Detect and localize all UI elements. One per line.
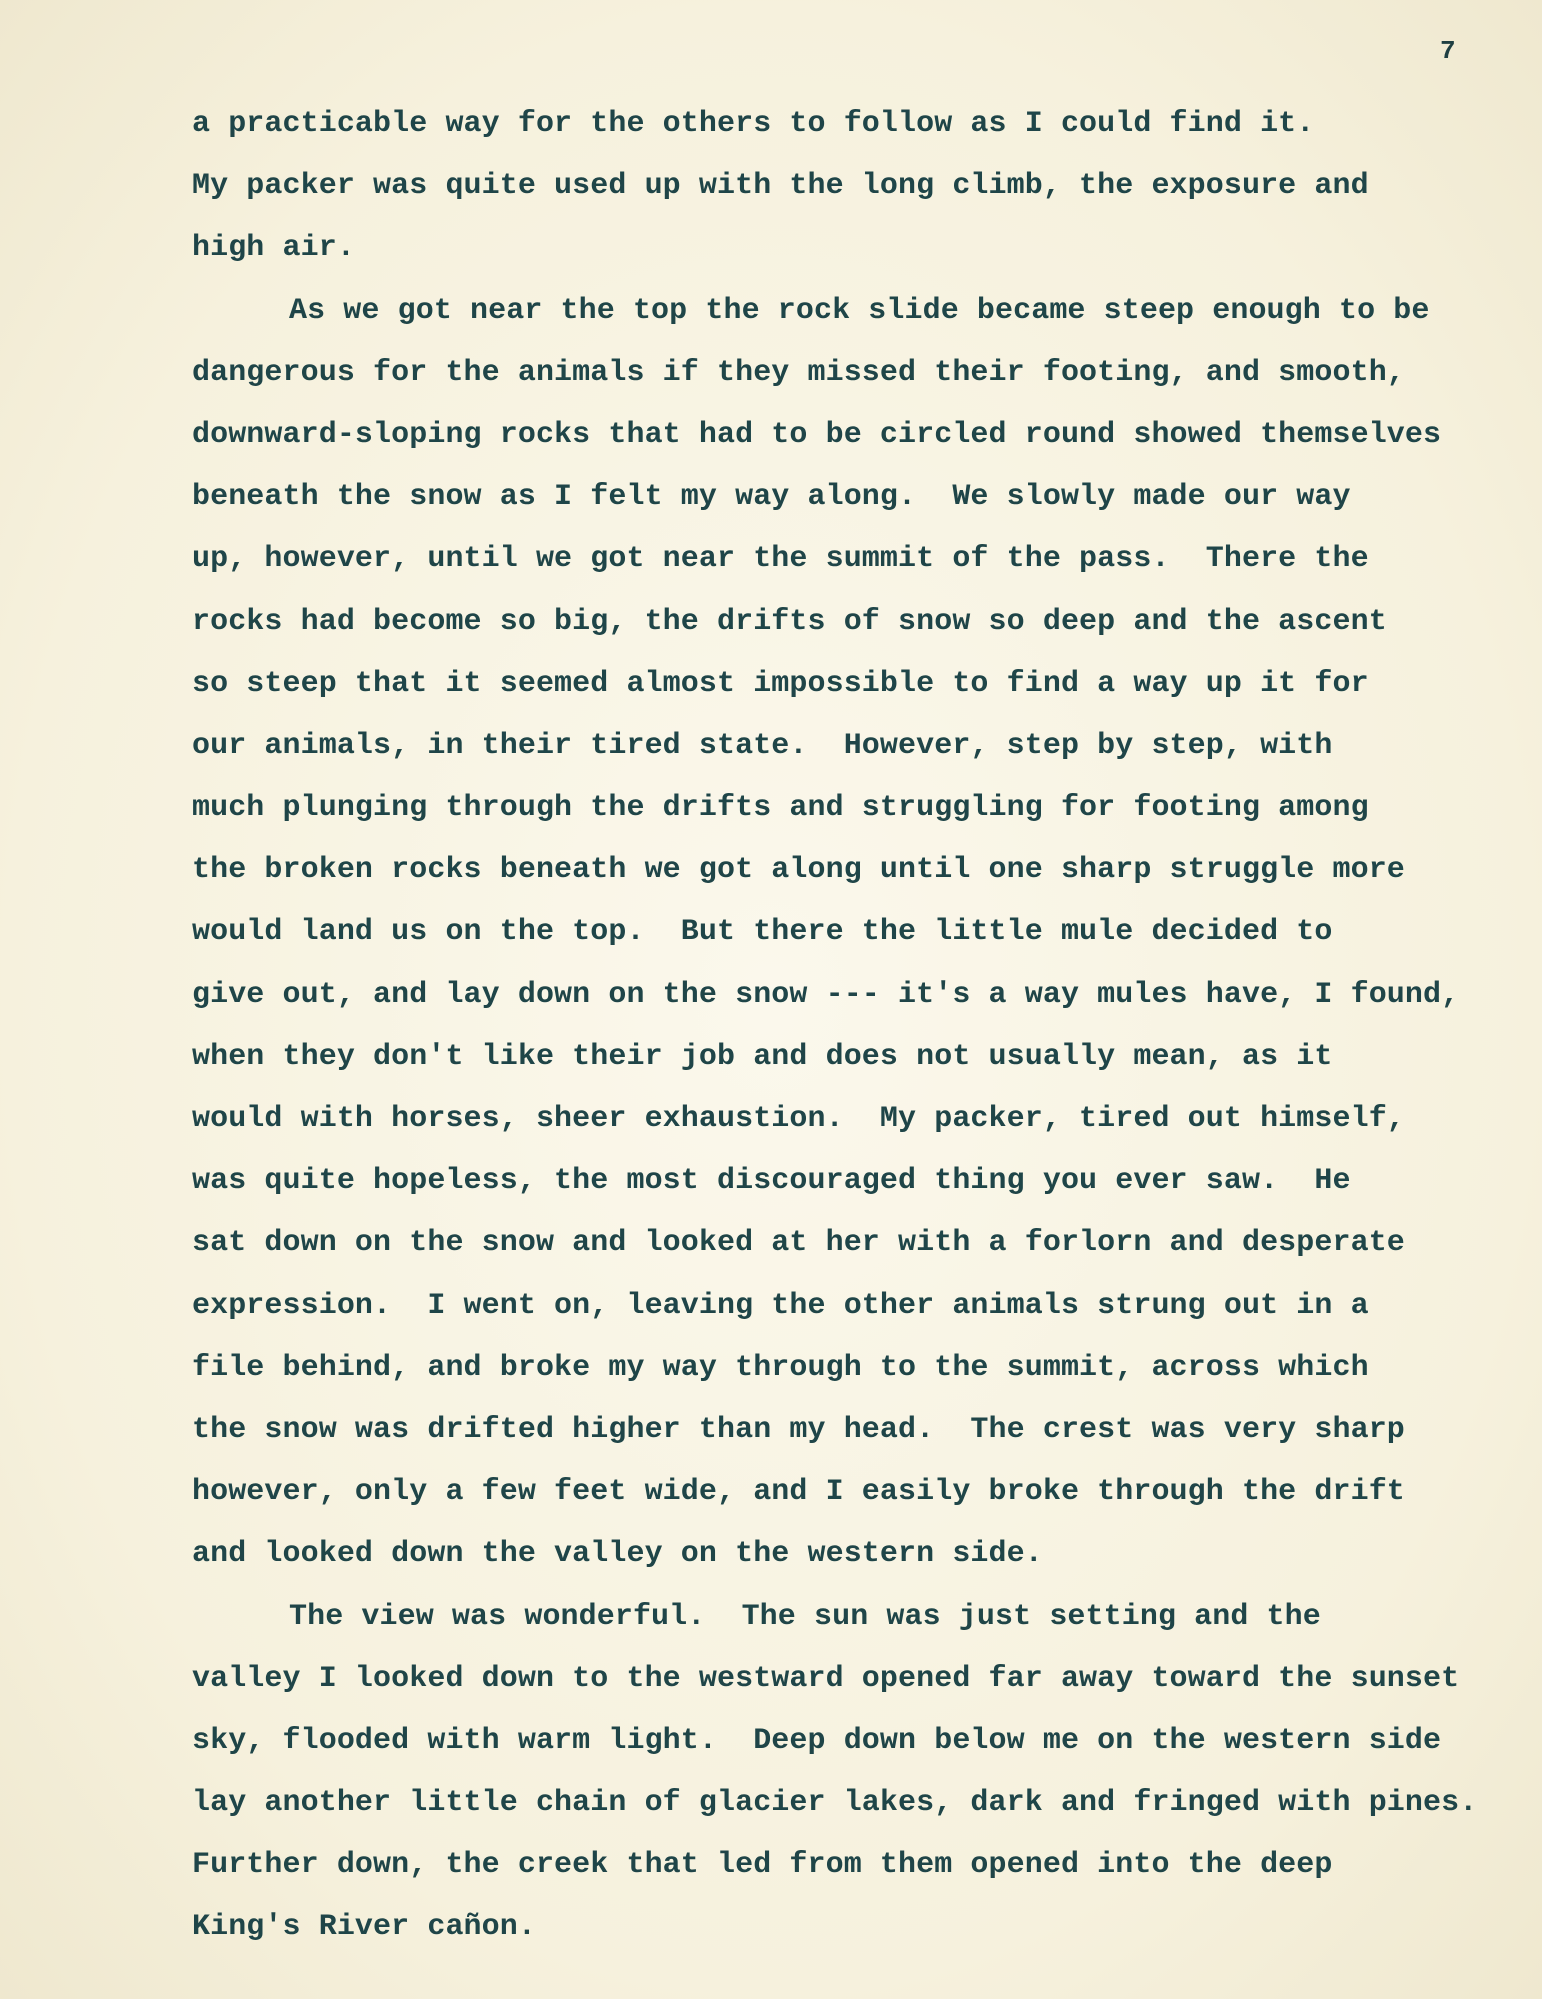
text-line: and looked down the valley on the western side.	[192, 1537, 1043, 1572]
typewritten-body	[192, 93, 1512, 1959]
text-line: beneath the snow as I felt my way along. We slowly made our way	[192, 480, 1351, 515]
text-line: Further down, the creek that led from them opened into the deep	[192, 1848, 1333, 1883]
text-line: however, only a few feet wide, and I easily broke through the drift	[192, 1475, 1405, 1510]
text-line: was quite hopeless, the most discouraged thing you ever saw. He	[192, 1164, 1351, 1199]
page-number: 7	[1440, 36, 1456, 66]
text-line: our animals, in their tired state. However, step by step, with	[192, 728, 1333, 763]
text-line: rocks had become so big, the drifts of snow so deep and the ascent	[192, 604, 1387, 639]
text-line: so steep that it seemed almost impossible to find a way up it for	[192, 666, 1369, 701]
text-line: a practicable way for the others to follow as I could find it.	[192, 107, 1315, 141]
text-line: lay another little chain of glacier lakes, dark and fringed with pines.	[192, 1786, 1478, 1821]
text-line: would with horses, sheer exhaustion. My packer, tired out himself,	[192, 1102, 1405, 1136]
text-line: The view was wonderful. The sun was just setting and the	[289, 1599, 1321, 1634]
text-line: dangerous for the animals if they missed their footing, and smooth,	[192, 355, 1405, 390]
text-line: expression. I went on, leaving the other animals strung out in a	[192, 1288, 1369, 1323]
text-line: when they don't like their job and does not usually mean, as it	[192, 1039, 1333, 1074]
text-line: high air.	[192, 231, 355, 266]
text-line: the broken rocks beneath we got along until one sharp struggle more	[192, 853, 1405, 888]
text-line: the snow was drifted higher than my head. The crest was very sharp	[192, 1412, 1405, 1447]
text-line: As we got near the top the rock slide became steep enough to be	[289, 293, 1430, 328]
text-line: My packer was quite used up with the long climb, the exposure and	[192, 169, 1369, 204]
text-line: up, however, until we got near the summit of the pass. There the	[192, 542, 1369, 577]
text-line: sat down on the snow and looked at her with a forlorn and desperate	[192, 1226, 1405, 1261]
text-line: King's River cañon.	[192, 1910, 536, 1945]
text-line: much plunging through the drifts and struggling for footing among	[192, 791, 1369, 826]
text-line: sky, flooded with warm light. Deep down below me on the western side	[192, 1723, 1442, 1758]
text-line: file behind, and broke my way through to the summit, across which	[192, 1350, 1369, 1385]
text-line: downward-sloping rocks that had to be circled round showed themselves	[192, 417, 1442, 452]
text-line: would land us on the top. But there the little mule decided to	[192, 915, 1333, 950]
text-line: give out, and lay down on the snow --- it's a way mules have, I found,	[192, 977, 1460, 1012]
text-line: valley I looked down to the westward opened far away toward the sunset	[192, 1661, 1460, 1696]
